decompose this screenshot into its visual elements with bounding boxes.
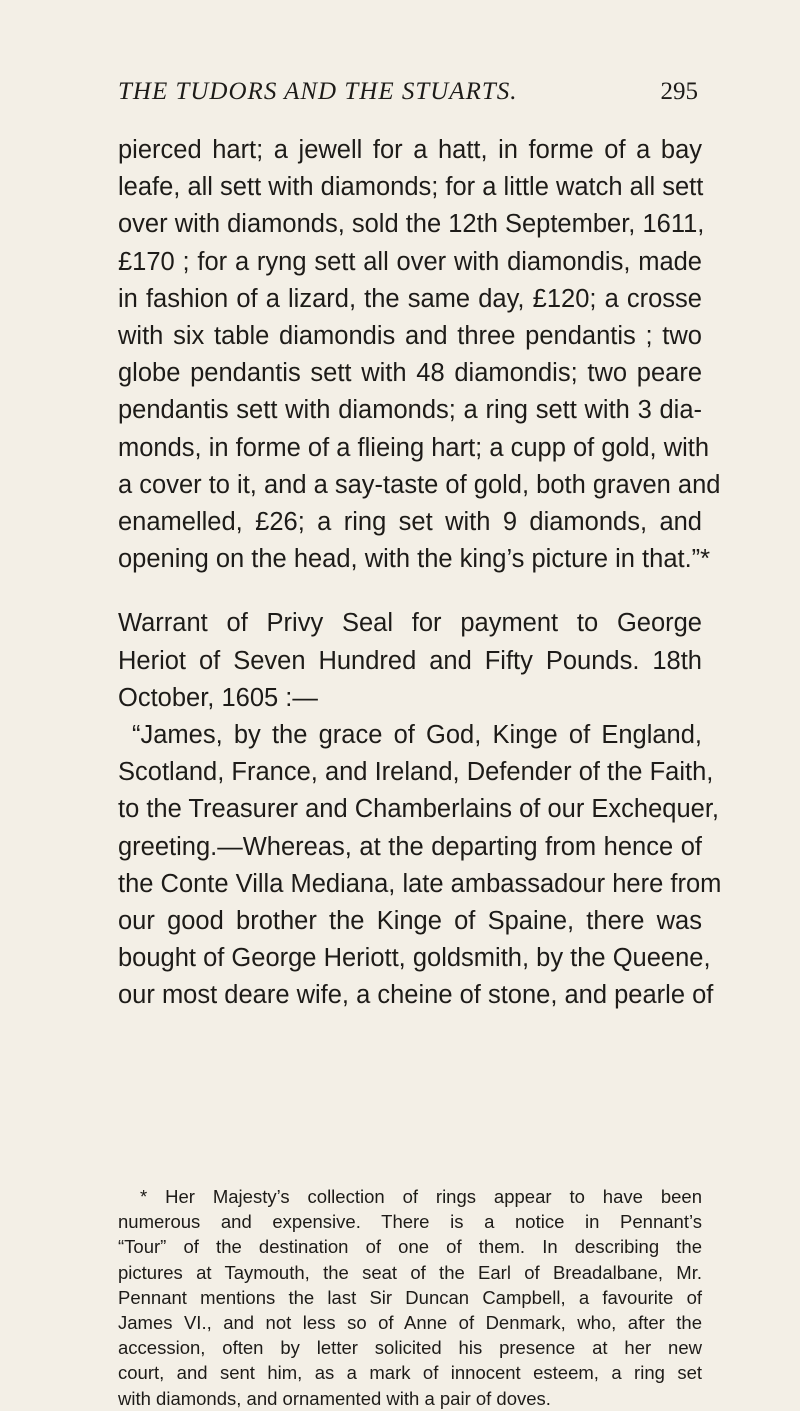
text-line: globe pendantis sett with 48 diamondis; two peare [118, 359, 702, 388]
text-line: with six table diamondis and three pendantis ; two [118, 322, 702, 351]
text-line: greeting.—Whereas, at the departing from hence of [118, 832, 702, 861]
paragraph-gap [118, 578, 702, 605]
footnote-line: accession, often by letter solicited his presence at her new [118, 1337, 702, 1359]
footnote [118, 1184, 702, 1411]
footnote-line: with diamonds, and ornamented with a pair of doves. [118, 1387, 551, 1409]
text-line: monds, in forme of a flieing hart; a cupp of gold, with [118, 433, 710, 462]
body-text [118, 132, 722, 1015]
text-line: Heriot of Seven Hundred and Fifty Pounds. 18th [118, 646, 702, 675]
footnote-line: James VI., and not less so of Anne of Denmark, who, after the [118, 1312, 702, 1334]
text-line: pendantis sett with diamonds; a ring sett with 3 dia- [118, 396, 702, 425]
running-title: THE TUDORS AND THE STUARTS. [118, 78, 518, 105]
text-line: pierced hart; a jewell for a hatt, in forme of a bay [118, 136, 702, 164]
page-header [118, 78, 698, 118]
text-line: over with diamonds, sold the 12th September, 1611, [118, 210, 705, 239]
footnote-line: * Her Majesty’s collection of rings appear to have been [140, 1186, 702, 1207]
text-line: “James, by the grace of God, Kinge of England, [132, 721, 702, 750]
footnote-line: “Tour” of the destination of one of them. In describing the [118, 1236, 702, 1258]
page-number: 295 [660, 78, 698, 105]
text-line: opening on the head, with the king’s picture in that.”* [118, 545, 711, 574]
text-line: our most deare wife, a cheine of stone, and pearle of [118, 981, 714, 1010]
footnote-line: pictures at Taymouth, the seat of the Earl of Breadalbane, Mr. [118, 1261, 702, 1283]
text-line: bought of George Heriott, goldsmith, by the Queene, [118, 944, 711, 973]
text-line: our good brother the Kinge of Spaine, there was [118, 907, 702, 936]
footnote-line: Pennant mentions the last Sir Duncan Campbell, a favourite of [118, 1286, 702, 1308]
text-line: Warrant of Privy Seal for payment to George [118, 609, 702, 638]
footnote-line: numerous and expensive. There is a notice in Pennant’s [118, 1211, 702, 1233]
text-line: the Conte Villa Mediana, late ambassadour here from [118, 869, 722, 898]
text-line: a cover to it, and a say-taste of gold, both graven and [118, 470, 721, 499]
text-line: Scotland, France, and Ireland, Defender of the Faith, [118, 758, 714, 787]
text-line: enamelled, £26; a ring set with 9 diamonds, and [118, 508, 702, 537]
text-line: to the Treasurer and Chamberlains of our Exchequer, [118, 795, 720, 824]
text-line: £170 ; for a ryng sett all over with diamondis, made [118, 247, 702, 276]
text-line: in fashion of a lizard, the same day, £120; a crosse [118, 284, 702, 313]
text-line: October, 1605 :— [118, 683, 318, 712]
footnote-line: court, and sent him, as a mark of innocent esteem, a ring set [118, 1362, 702, 1384]
text-line: leafe, all sett with diamonds; for a little watch all sett [118, 173, 704, 202]
